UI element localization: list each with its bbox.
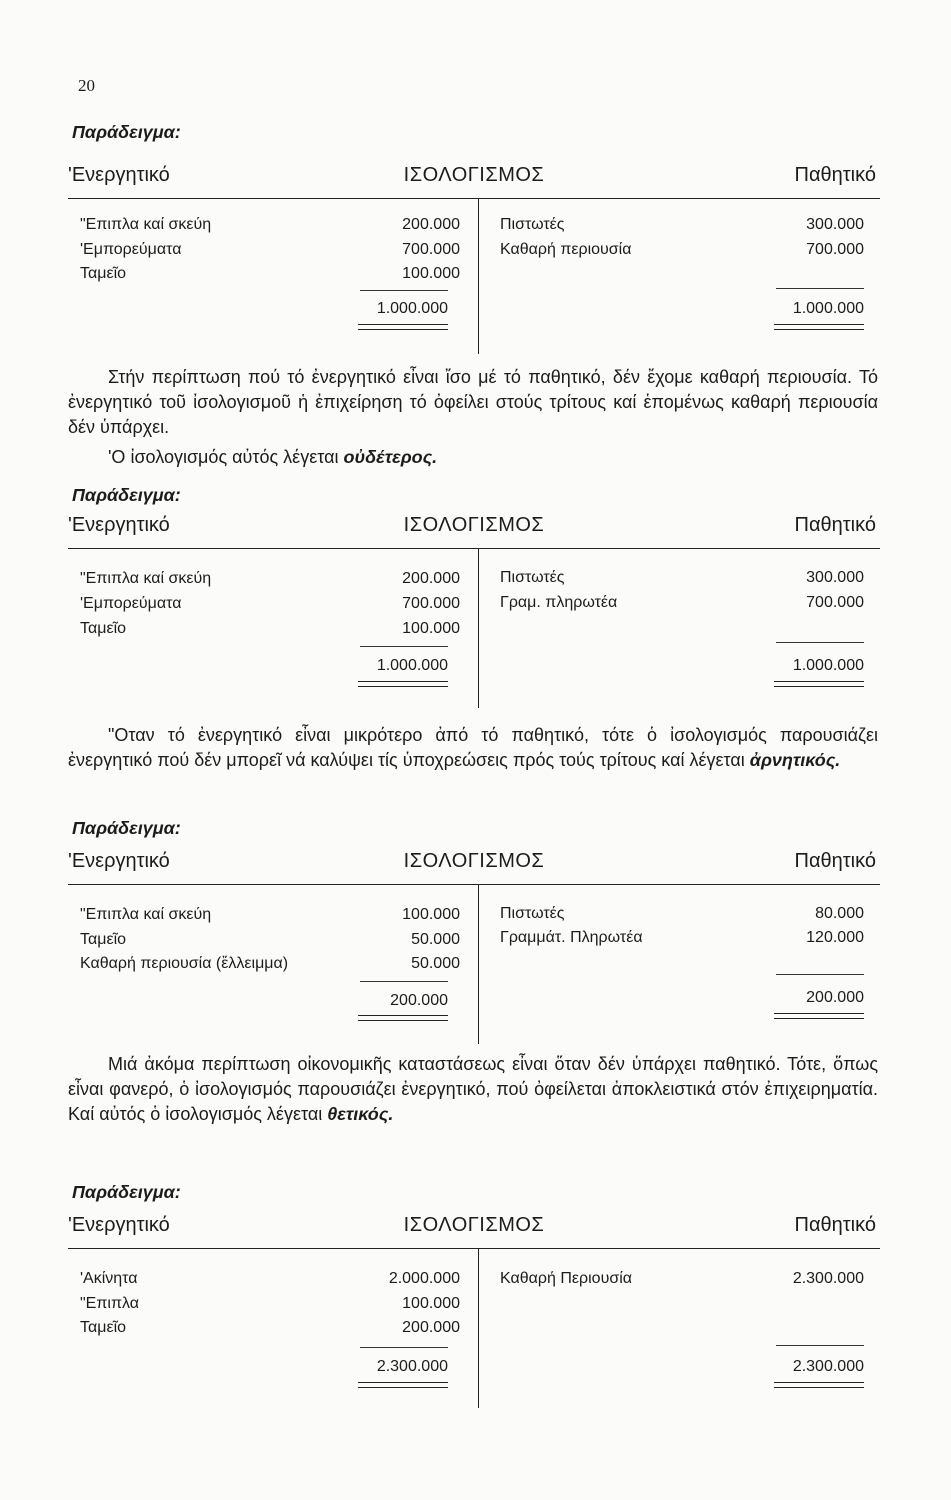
- assets-heading: 'Ενεργητικό: [68, 164, 170, 186]
- liability-label: Πιστωτές: [500, 216, 565, 233]
- balance-sheet-header: [68, 1214, 880, 1248]
- balance-sheet: [68, 1214, 880, 1375]
- paragraph-neutral-definition: [68, 445, 878, 470]
- liabilities-total: 2.300.000: [792, 1358, 864, 1375]
- asset-label: Καθαρή περιουσία (ἔλλειμμα): [80, 955, 289, 972]
- asset-value: 700.000: [402, 241, 460, 258]
- sum-line: [776, 642, 864, 643]
- asset-label: 'Ακίνητα: [80, 1270, 138, 1287]
- example-label: Παράδειγμα:: [72, 818, 181, 838]
- column-divider: [478, 1248, 479, 1408]
- double-underline: [358, 681, 448, 687]
- paragraph-neutral: Στήν περίπτωση πού τό ἐνεργητικό εἶναι ἴσο μέ τό παθητικό, δέν ἔχομε καθαρή περιουσία. Τό ἐνεργητικό τοῦ ἰσολογισμοῦ ἡ ἐπιχείρηση τό ὀφείλει στούς τρίτους καί ἑπομένως καθαρή περιουσία δέν ὑπάρχει.: [68, 367, 878, 437]
- assets-total: 2.300.000: [376, 1358, 448, 1375]
- liability-label: Καθαρή Περιουσία: [500, 1270, 632, 1287]
- liability-label: Γραμ. πληρωτέα: [500, 594, 618, 611]
- liability-value: 2.300.000: [792, 1270, 864, 1287]
- asset-value: 50.000: [411, 931, 460, 948]
- example-label: Παράδειγμα:: [72, 122, 181, 142]
- asset-value: 100.000: [402, 906, 460, 923]
- liability-label: Καθαρή περιουσία: [500, 241, 632, 258]
- term-neutral: οὐδέτερος.: [343, 447, 438, 467]
- asset-label: "Επιπλα καί σκεύη: [80, 570, 212, 587]
- liability-value: 120.000: [806, 929, 864, 946]
- double-underline: [358, 1382, 448, 1388]
- sum-line: [776, 1345, 864, 1346]
- balance-sheet-title: ΙΣΟΛΟΓΙΣΜΟΣ: [403, 1214, 545, 1236]
- column-divider: [478, 198, 479, 354]
- liabilities-heading: Παθητικό: [794, 514, 876, 536]
- paragraph-text: 'Ο ἰσολογισμός αὐτός λέγεται: [108, 447, 344, 467]
- liabilities-total: 1.000.000: [792, 300, 864, 317]
- asset-value: 50.000: [411, 955, 460, 972]
- paragraph-text: Μιά ἀκόμα περίπτωση οἰκονομικῆς καταστάσεως εἶναι ὅταν δέν ὑπάρχει παθητικό. Τότε, ὅπως εἶναι φανερό, ὁ ἰσολογισμός παρουσιάζει ἐνεργητικό, πού ὀφείλεται ἀποκλειστικά στόν ἐπιχειρηματία. Καί αὐτός ὁ ἰσολογισμός λέγεται: [68, 1054, 878, 1124]
- asset-label: "Επιπλα: [80, 1295, 139, 1312]
- liabilities-total: 1.000.000: [792, 657, 864, 674]
- sum-line: [776, 288, 864, 289]
- assets-total: 1.000.000: [376, 657, 448, 674]
- liabilities-heading: Παθητικό: [794, 850, 876, 872]
- sum-line: [360, 1347, 448, 1348]
- asset-label: 'Εμπορεύματα: [80, 241, 182, 258]
- asset-value: 200.000: [402, 1319, 460, 1336]
- page-number: 20: [78, 76, 95, 95]
- balance-sheet-title: ΙΣΟΛΟΓΙΣΜΟΣ: [403, 164, 545, 186]
- liabilities-total: 200.000: [806, 989, 864, 1006]
- asset-label: Ταμεῖο: [80, 620, 127, 637]
- liabilities-heading: Παθητικό: [794, 164, 876, 186]
- header-rule: [68, 548, 880, 549]
- double-underline: [774, 1382, 864, 1388]
- double-underline: [774, 681, 864, 687]
- asset-value: 2.000.000: [388, 1270, 460, 1287]
- liability-label: Πιστωτές: [500, 905, 565, 922]
- balance-sheet-title: ΙΣΟΛΟΓΙΣΜΟΣ: [403, 850, 545, 872]
- assets-total: 200.000: [390, 992, 448, 1009]
- paragraph-text: "Οταν τό ἐνεργητικό εἶναι μικρότερο ἀπό τό παθητικό, τότε ὁ ἰσολογισμός παρουσιάζει ἐνεργητικό πού δέν μπορεῖ νά καλύψει τίς ὑποχρεώσεις πρός τούς τρίτους καί λέγεται: [68, 725, 878, 770]
- asset-label: 'Εμπορεύματα: [80, 595, 182, 612]
- balance-sheet-header: [68, 164, 880, 198]
- liability-label: Γραμμάτ. Πληρωτέα: [500, 929, 643, 946]
- asset-value: 100.000: [402, 265, 460, 282]
- balance-sheet: [68, 850, 880, 1009]
- double-underline: [358, 324, 448, 330]
- asset-label: "Επιπλα καί σκεύη: [80, 906, 212, 923]
- asset-label: "Επιπλα καί σκεύη: [80, 216, 212, 233]
- term-positive: θετικός.: [327, 1104, 394, 1124]
- sum-line: [360, 981, 448, 982]
- asset-value: 700.000: [402, 595, 460, 612]
- column-divider: [478, 548, 479, 708]
- sum-line: [360, 646, 448, 647]
- asset-value: 100.000: [402, 1295, 460, 1312]
- liability-value: 80.000: [815, 905, 864, 922]
- double-underline: [358, 1015, 448, 1021]
- asset-value: 100.000: [402, 620, 460, 637]
- assets-total: 1.000.000: [376, 300, 448, 317]
- liability-value: 300.000: [806, 216, 864, 233]
- liabilities-heading: Παθητικό: [794, 1214, 876, 1236]
- liability-label: Πιστωτές: [500, 569, 565, 586]
- asset-value: 200.000: [402, 216, 460, 233]
- example-label: Παράδειγμα:: [72, 485, 181, 505]
- assets-heading: 'Ενεργητικό: [68, 514, 170, 536]
- double-underline: [774, 324, 864, 330]
- double-underline: [774, 1013, 864, 1019]
- balance-sheet: [68, 164, 880, 317]
- asset-value: 200.000: [402, 570, 460, 587]
- balance-sheet: [68, 514, 880, 674]
- balance-sheet-title: ΙΣΟΛΟΓΙΣΜΟΣ: [403, 514, 545, 536]
- liability-value: 700.000: [806, 594, 864, 611]
- balance-sheet-header: [68, 850, 880, 884]
- liability-value: 300.000: [806, 569, 864, 586]
- paragraph-negative: [68, 723, 878, 773]
- header-rule: [68, 198, 880, 199]
- asset-label: Ταμεῖο: [80, 265, 127, 282]
- asset-label: Ταμεῖο: [80, 931, 127, 948]
- paragraph-positive: [68, 1052, 878, 1127]
- balance-sheet-header: [68, 514, 880, 548]
- assets-heading: 'Ενεργητικό: [68, 1214, 170, 1236]
- header-rule: [68, 884, 880, 885]
- sum-line: [776, 974, 864, 975]
- asset-label: Ταμεῖο: [80, 1319, 127, 1336]
- liability-value: 700.000: [806, 241, 864, 258]
- header-rule: [68, 1248, 880, 1249]
- example-label: Παράδειγμα:: [72, 1182, 181, 1202]
- sum-line: [360, 290, 448, 291]
- assets-heading: 'Ενεργητικό: [68, 850, 170, 872]
- column-divider: [478, 884, 479, 1044]
- term-negative: ἀρνητικός.: [749, 750, 841, 770]
